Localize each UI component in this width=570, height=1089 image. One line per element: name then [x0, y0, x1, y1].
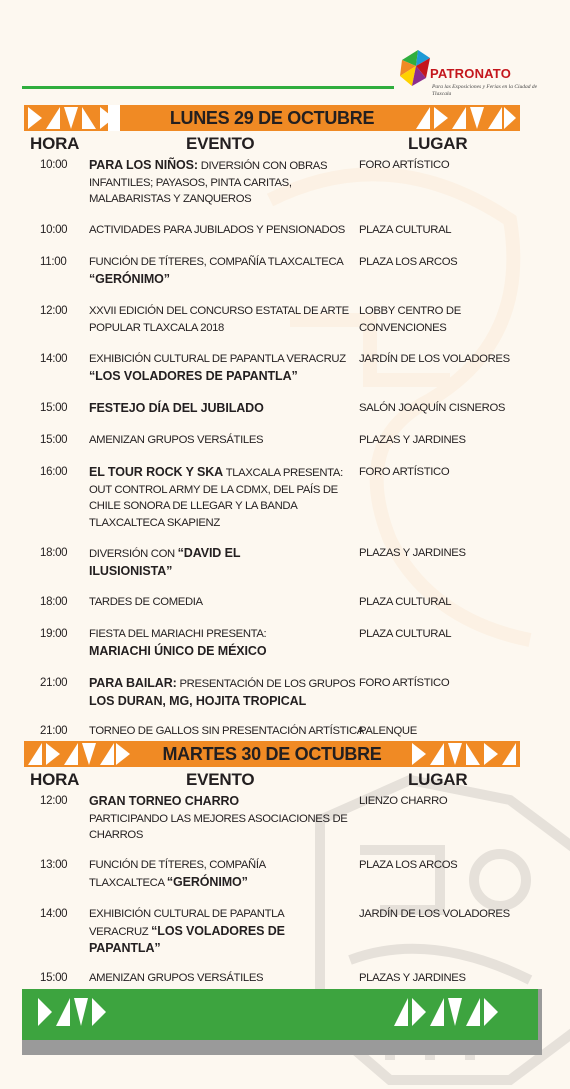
- event-description: [89, 594, 361, 611]
- event-text: EXHIBICIÓN CULTURAL DE PAPANTLA VERACRUZ: [89, 908, 284, 938]
- pattern-right-icon: [412, 743, 516, 765]
- event-description: [89, 464, 361, 531]
- event-description: [89, 254, 361, 288]
- event-time: 12:00: [40, 795, 68, 807]
- event-description: [89, 157, 361, 208]
- event-place: PLAZAS Y JARDINES: [359, 547, 466, 559]
- event-description: [89, 222, 361, 239]
- event-text: DIVERSIÓN CON OBRAS INFANTILES; PAYASOS, PINTA CARITAS, MALABARISTAS Y ZANQUEROS: [89, 160, 328, 205]
- event-time: 15:00: [40, 434, 68, 446]
- event-highlight: LOS DURAN, MG, HOJITA TROPICAL: [89, 693, 307, 708]
- event-time: 15:00: [40, 402, 68, 414]
- pattern-right-icon: [416, 107, 516, 129]
- event-description: [89, 723, 379, 740]
- event-place: FORO ARTÍSTICO: [359, 159, 450, 171]
- day-banner: [24, 105, 520, 131]
- footer-pattern-right-icon: [394, 998, 504, 1026]
- event-place: JARDÍN DE LOS VOLADORES: [359, 353, 510, 365]
- event-time: 14:00: [40, 908, 68, 920]
- event-place: FORO ARTÍSTICO: [359, 677, 450, 689]
- event-highlight: EL TOUR ROCK Y SKA: [89, 465, 224, 479]
- event-text: TORNEO DE GALLOS SIN PRESENTACIÓN ARTÍSTICA: [89, 725, 364, 737]
- event-time: 18:00: [40, 547, 68, 559]
- event-text: EXHIBICIÓN CULTURAL DE PAPANTLA VERACRUZ: [89, 353, 346, 365]
- event-description: [89, 400, 361, 418]
- event-time: 21:00: [40, 677, 68, 689]
- event-highlight: PARA BAILAR:: [89, 676, 177, 690]
- event-time: 16:00: [40, 466, 68, 478]
- event-text: FUNCIÓN DE TÍTERES, COMPAÑÍA TLAXCALTECA: [89, 256, 343, 268]
- event-time: 18:00: [40, 596, 68, 608]
- header-rule: [22, 86, 394, 89]
- day-title: MARTES 30 DE OCTUBRE: [162, 744, 382, 764]
- event-place: PLAZA LOS ARCOS: [359, 256, 458, 268]
- event-text: ACTIVIDADES PARA JUBILADOS Y PENSIONADOS: [89, 224, 345, 236]
- event-highlight: “DAVID EL ILUSIONISTA”: [89, 546, 241, 578]
- event-description: [89, 432, 361, 449]
- event-time: 19:00: [40, 628, 68, 640]
- event-text: TLAXCALA PRESENTA: OUT CONTROL ARMY DE LA CDMX, DEL PAÍS DE CHILE SONORA DE LLEGAR Y LA BANDA TLAXCALTECA SKAPIENZ: [89, 467, 343, 529]
- event-highlight: “GERÓNIMO”: [166, 874, 248, 889]
- event-place: JARDÍN DE LOS VOLADORES: [359, 908, 510, 920]
- event-highlight: “LOS VOLADORES DE PAPANTLA”: [89, 368, 298, 383]
- event-highlight: “GERÓNIMO”: [89, 271, 170, 286]
- event-place: PALENQUE: [359, 725, 417, 737]
- event-place: PLAZA CULTURAL: [359, 224, 452, 236]
- event-place: LIENZO CHARRO: [359, 795, 448, 807]
- event-text: TARDES DE COMEDIA: [89, 596, 203, 608]
- event-time: 10:00: [40, 224, 68, 236]
- event-place: FORO ARTÍSTICO: [359, 466, 450, 478]
- event-highlight: MARIACHI ÚNICO DE MÉXICO: [89, 643, 267, 658]
- column-header-lugar: LUGAR: [408, 770, 468, 789]
- event-description: [89, 303, 361, 336]
- event-place: PLAZA CULTURAL: [359, 628, 452, 640]
- column-header-evento: EVENTO: [186, 770, 255, 789]
- day-title: LUNES 29 DE OCTUBRE: [169, 108, 375, 128]
- event-text: AMENIZAN GRUPOS VERSÁTILES: [89, 434, 264, 446]
- event-place: PLAZAS Y JARDINES: [359, 434, 466, 446]
- footer-pattern-left-icon: [38, 998, 118, 1026]
- event-text: FIESTA DEL MARIACHI PRESENTA:: [89, 628, 267, 640]
- event-description: [89, 675, 361, 710]
- event-place: PLAZAS Y JARDINES: [359, 972, 466, 984]
- column-header-lugar: LUGAR: [408, 134, 468, 153]
- patronato-logo: [396, 46, 556, 106]
- event-text: DIVERSIÓN CON: [89, 548, 178, 560]
- event-time: 15:00: [40, 972, 68, 984]
- event-description: [89, 626, 329, 660]
- day-banner: [24, 741, 520, 767]
- event-description: [89, 351, 361, 385]
- event-place: PLAZA CULTURAL: [359, 596, 452, 608]
- event-text: XXVII EDICIÓN DEL CONCURSO ESTATAL DE ARTE POPULAR TLAXCALA 2018: [89, 305, 349, 334]
- column-header-hora: HORA: [30, 770, 80, 789]
- logo-tagline: Para las Exposiciones y Ferias en la Ciudad de Tlaxcala: [432, 84, 538, 97]
- event-time: 13:00: [40, 859, 68, 871]
- event-place: PLAZA LOS ARCOS: [359, 859, 458, 871]
- event-description: [89, 793, 351, 844]
- event-time: 10:00: [40, 159, 68, 171]
- event-highlight: PARA LOS NIÑOS:: [89, 158, 198, 172]
- logo-wordmark: PATRONATO: [430, 66, 511, 81]
- event-time: 12:00: [40, 305, 68, 317]
- event-description: [89, 857, 289, 891]
- event-highlight: “LOS VOLADORES DE PAPANTLA”: [89, 923, 285, 955]
- event-description: [89, 545, 289, 580]
- event-description: [89, 970, 361, 987]
- event-time: 14:00: [40, 353, 68, 365]
- event-text: PARTICIPANDO LAS MEJORES ASOCIACIONES DE CHARROS: [89, 812, 348, 841]
- event-description: [89, 906, 314, 958]
- event-time: 11:00: [40, 256, 67, 268]
- event-text: PRESENTACIÓN DE LOS GRUPOS: [176, 678, 356, 690]
- event-text: FUNCIÓN DE TÍTERES, COMPAÑÍA TLAXCALTECA: [89, 859, 266, 889]
- event-place: LOBBY CENTRO DE CONVENCIONES: [359, 305, 461, 334]
- event-text: AMENIZAN GRUPOS VERSÁTILES: [89, 972, 264, 984]
- event-time: 21:00: [40, 725, 68, 737]
- event-place: SALÓN JOAQUÍN CISNEROS: [359, 402, 506, 414]
- event-highlight: FESTEJO DÍA DEL JUBILADO: [89, 401, 264, 415]
- column-header-evento: EVENTO: [186, 134, 255, 153]
- column-header-hora: HORA: [30, 134, 80, 153]
- event-highlight: GRAN TORNEO CHARRO: [89, 794, 240, 808]
